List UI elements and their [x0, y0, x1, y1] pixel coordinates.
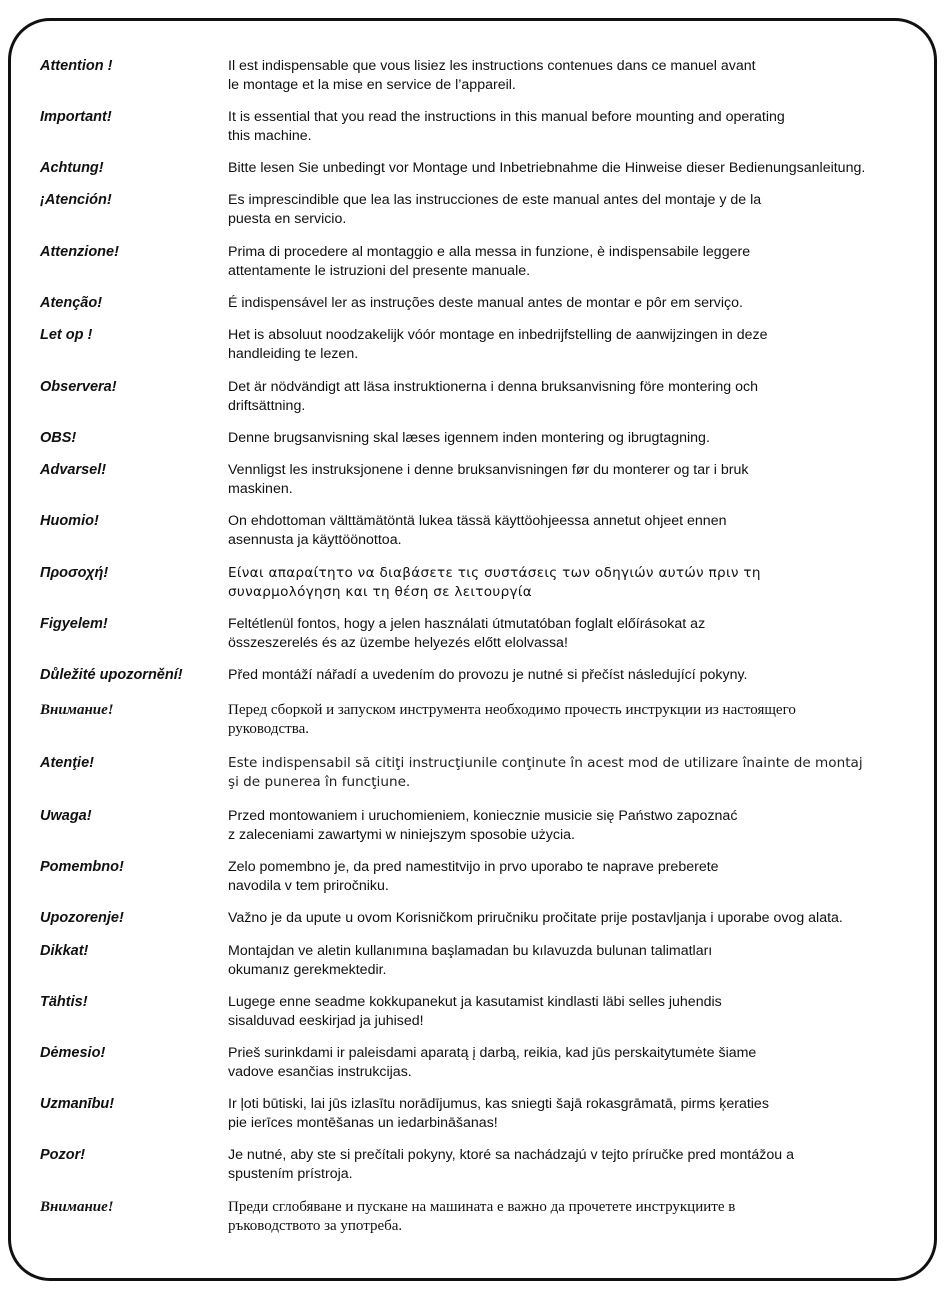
entry-text: It is essential that you read the instructions in this manual before mounting and operating this machine.: [228, 109, 785, 144]
entry-label: Atenção!: [40, 295, 103, 311]
entry-label: Important!: [40, 109, 112, 125]
entry-text: Bitte lesen Sie unbedingt vor Montage und Inbetriebnahme die Hinweise dieser Bedienungsanleitung.: [228, 160, 866, 176]
entry-text: Montajdan ve aletin kullanımına başlamadan bu kılavuzda bulunan talimatları okumanız gerekmektedir.: [228, 943, 713, 978]
entry-text: Este indispensabil să citiţi instrucţiunile conţinute în acest mod de utilizare înainte de montaj şi de punerea în funcţiune.: [228, 755, 863, 790]
entry-text: É indispensável ler as instruções deste manual antes de montar e pôr em serviço.: [228, 295, 743, 311]
entry-label: Achtung!: [40, 160, 104, 176]
entry-text: Det är nödvändigt att läsa instruktionerna i denna bruksanvisning före montering och driftsättning.: [228, 379, 758, 414]
entry-text: Es imprescindible que lea las instrucciones de este manual antes del montaje y de la puesta en servicio.: [228, 192, 762, 227]
entry-label: Let op !: [40, 327, 93, 343]
entry-label: Atenţie!: [40, 755, 94, 771]
entry-text: Het is absoluut noodzakelijk vóór montage en inbedrijfstelling de aanwijzingen in deze handleiding te lezen.: [228, 327, 768, 362]
entry-text: Преди сглобяване и пускане на машината е важно да прочетете инструкциите в ръководството за употреба.: [228, 1199, 736, 1234]
entry-label: Внимание!: [40, 1199, 114, 1215]
entry-text: Feltétlenül fontos, hogy a jelen használati útmutatóban foglalt előírásokat az összeszerelés és az üzembe helyezés előtt elolvassa!: [228, 616, 706, 651]
entry-label: Προσοχή!: [40, 565, 109, 581]
entry-text: Il est indispensable que vous lisiez les instructions contenues dans ce manuel avant le montage et la mise en service de l’appareil.: [228, 58, 756, 93]
entry-text: Lugege enne seadme kokkupanekut ja kasutamist kindlasti läbi selles juhendis sisalduvad eeskirjad ja juhised!: [228, 994, 722, 1029]
entry-label: Dėmesio!: [40, 1045, 106, 1061]
entry-text: Prieš surinkdami ir paleisdami aparatą į darbą, reikia, kad jūs perskaitytumėte šiame vadove esančias instrukcijas.: [228, 1045, 757, 1080]
entry-text: Ir ļoti būtiski, lai jūs izlasītu norādījumus, kas sniegti šajā rokasgrāmatā, pirms ķeraties pie ierīces montēšanas un iedarbināšanas!: [228, 1096, 769, 1131]
entry-text: Είναι απαραίτητο να διαβάσετε τις συστάσεις των οδηγιών αυτών πριν τη συναρμολόγηση και τη θέση σε λειτουργία: [228, 565, 761, 600]
entry-text: On ehdottoman välttämätöntä lukea tässä käyttöohjeessa annetut ohjeet ennen asennusta ja käyttöönottoa.: [228, 513, 727, 548]
entry-label: Figyelem!: [40, 616, 108, 632]
entry-label: Tähtis!: [40, 994, 88, 1010]
entry-label: Attention !: [40, 58, 113, 74]
entry-text: Prima di procedere al montaggio e alla messa in funzione, è indispensabile leggere attentamente le istruzioni del presente manuale.: [228, 244, 751, 279]
entry-label: Pomembno!: [40, 859, 124, 875]
entry-text: Vennligst les instruksjonene i denne bruksanvisningen før du monterer og tar i bruk maskinen.: [228, 462, 749, 497]
entry-text: Před montáží nářadí a uvedením do provozu je nutné si přečíst následující pokyny.: [228, 667, 748, 683]
entry-label: ¡Atención!: [40, 192, 112, 208]
entry-label: Dikkat!: [40, 943, 89, 959]
entry-label: Huomio!: [40, 513, 99, 529]
entry-text: Перед сборкой и запуском инструмента необходимо прочесть инструкции из настоящего руководства.: [228, 702, 796, 737]
entry-label: OBS!: [40, 430, 77, 446]
entry-text: Važno je da upute u ovom Korisničkom priručniku pročitate prije postavljanja i uporabe ovog alata.: [228, 910, 843, 926]
entry-label: Uwaga!: [40, 808, 92, 824]
entry-label: Důležité upozornění!: [40, 667, 183, 683]
entry-text: Przed montowaniem i uruchomieniem, koniecznie musicie się Państwo zapoznać z zaleceniami zawartymi w niniejszym sposobie użycia.: [228, 808, 738, 843]
entry-label: Observera!: [40, 379, 117, 395]
entry-text: Denne brugsanvisning skal læses igennem inden montering og ibrugtagning.: [228, 430, 710, 446]
entry-label: Внимание!: [40, 702, 114, 718]
entry-text: Zelo pomembno je, da pred namestitvijo in prvo uporabo te naprave preberete navodila v tem priročniku.: [228, 859, 719, 894]
entry-label: Pozor!: [40, 1147, 86, 1163]
entry-label: Upozorenje!: [40, 910, 124, 926]
entry-text: Je nutné, aby ste si prečítali pokyny, ktoré sa nachádzajú v tejto príručke pred montážou a spustením prístroja.: [228, 1147, 794, 1182]
entry-label: Attenzione!: [40, 244, 119, 260]
entry-label: Advarsel!: [40, 462, 107, 478]
entry-label: Uzmanību!: [40, 1096, 115, 1112]
